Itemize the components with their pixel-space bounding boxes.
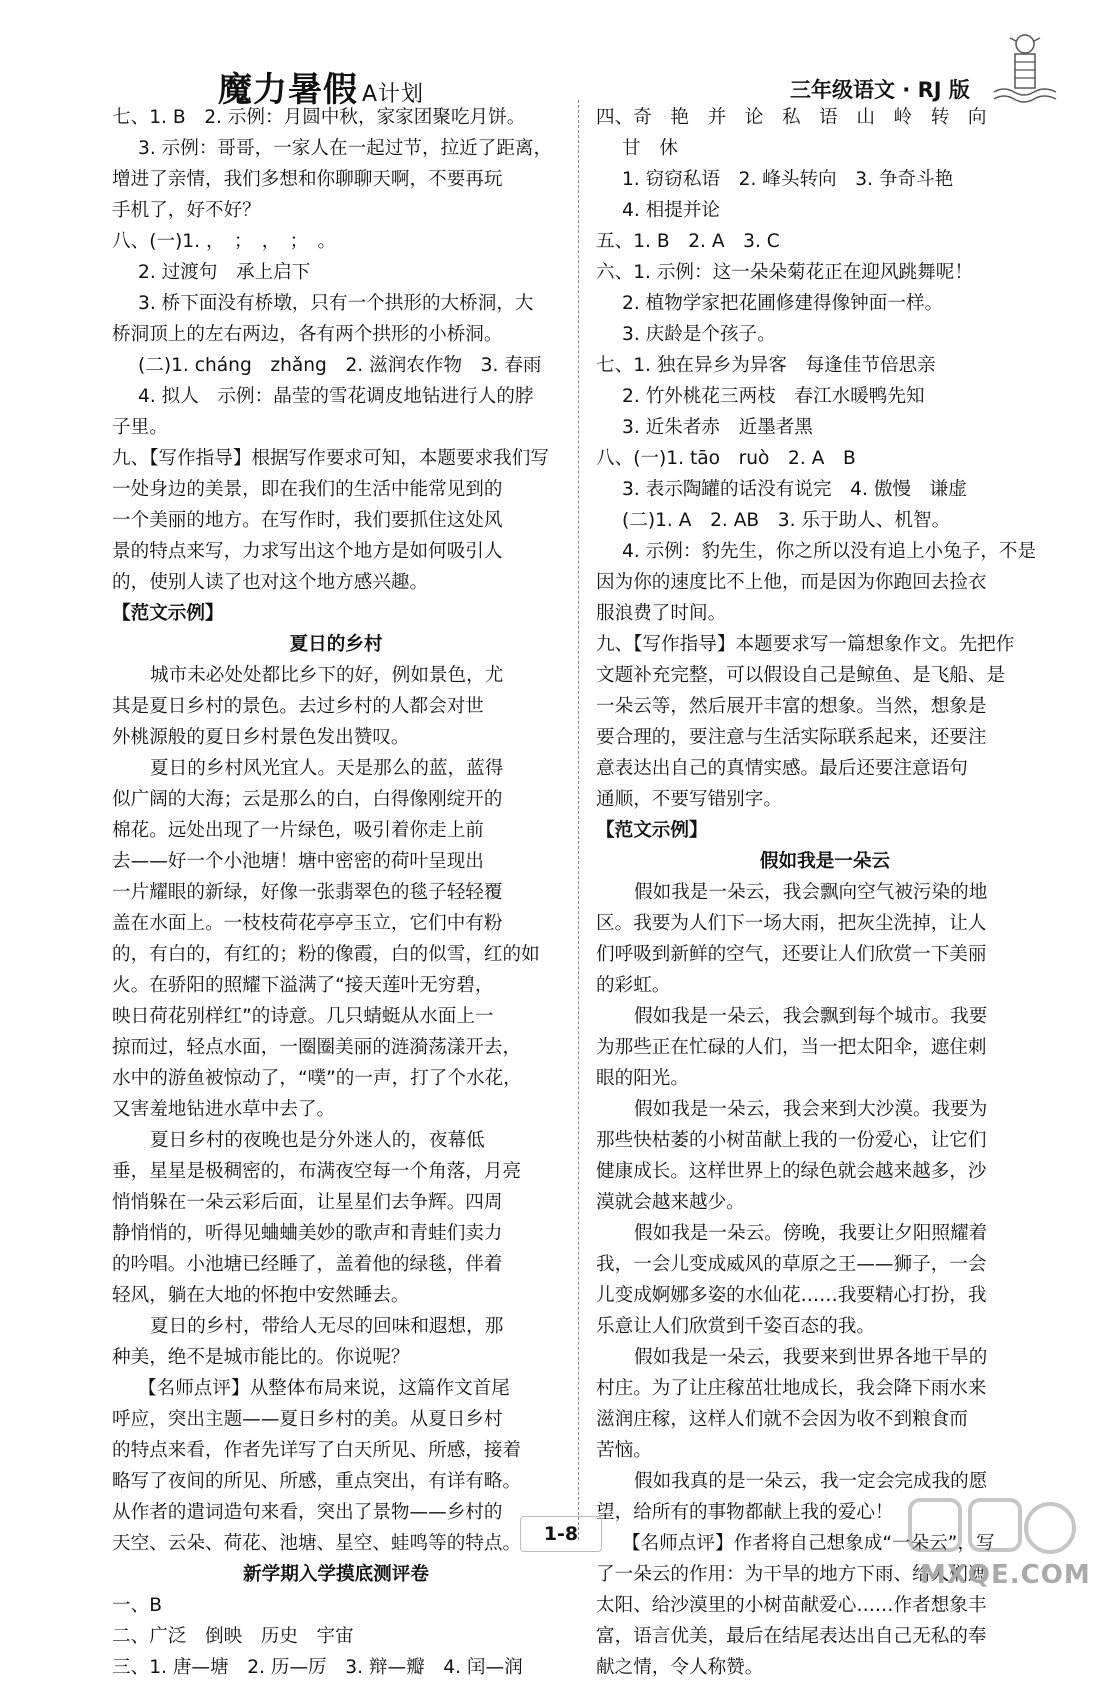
text-line: 呼应，突出主题——夏日乡村的美。从夏日乡村 <box>112 1409 503 1430</box>
text-line: 轻风，躺在大地的怀抱中安然睡去。 <box>112 1285 410 1306</box>
text-line: 六、1. 示例：这一朵朵菊花正在迎风跳舞呢！ <box>596 262 973 283</box>
text-line: 那些快枯萎的小树苗献上我的一份爱心，让它们 <box>596 1130 987 1151</box>
text-line: 献之情，令人称赞。 <box>596 1657 764 1678</box>
section-title: 假如我是一朵云 <box>759 851 891 872</box>
text-line: 区。我要为人们下一场大雨，把灰尘洗掉，让人 <box>596 913 987 934</box>
text-line: 4. 示例：豹先生，你之所以没有追上小兔子，不是 <box>622 541 1037 562</box>
text-line: 通顺，不要写错别字。 <box>596 789 782 810</box>
text-line: 去——好一个小池塘！塘中密密的荷叶呈现出 <box>112 851 484 872</box>
page-number: 1-8 <box>520 1516 602 1552</box>
text-line: 3. 表示陶罐的话没有说完 4. 傲慢 谦虚 <box>622 479 967 500</box>
text-line: 一朵云等，然后展开丰富的想象。当然，想象是 <box>596 696 987 717</box>
text-line: 【名师点评】作者将自己想象成“一朵云”，写 <box>622 1533 995 1554</box>
section-title: 夏日的乡村 <box>289 634 383 655</box>
text-line: 一个美丽的地方。在写作时，我们要抓住这处风 <box>112 510 503 531</box>
text-line: 四、奇 艳 并 论 私 语 山 岭 转 向 <box>596 107 987 128</box>
text-line: 七、1. 独在异乡为异客 每逢佳节倍思亲 <box>596 355 936 376</box>
text-line: 4. 拟人 示例：晶莹的雪花调皮地钻进行人的脖 <box>138 386 534 407</box>
text-line: 似广阔的大海；云是那么的白，白得像刚绽开的 <box>112 789 503 810</box>
text-line: 意表达出自己的真情实感。最后还要注意语句 <box>596 758 968 779</box>
text-line: 3. 近朱者赤 近墨者黑 <box>622 417 813 438</box>
text-line: 假如我是一朵云，我会飘到每个城市。我要 <box>634 1006 988 1027</box>
text-line: 棉花。远处出现了一片绿色，吸引着你走上前 <box>112 820 484 841</box>
text-line: 滋润庄稼，这样人们就不会因为收不到粮食而 <box>596 1409 968 1430</box>
text-line: (二)1. A 2. AB 3. 乐于助人、机智。 <box>622 510 951 531</box>
text-line: 2. 竹外桃花三两枝 春江水暖鸭先知 <box>622 386 925 407</box>
text-line: 九、【写作指导】本题要求写一篇想象作文。先把作 <box>596 634 1015 655</box>
text-line: 一、B <box>112 1595 162 1616</box>
text-line: 假如我真的是一朵云，我一定会完成我的愿 <box>634 1471 988 1492</box>
text-line: 七、1. B 2. 示例：月圆中秋，家家团聚吃月饼。 <box>112 107 526 128</box>
text-line: 水中的游鱼被惊动了，“噗”的一声，打了个水花， <box>112 1068 522 1089</box>
text-line: 景的特点来写，力求写出这个地方是如何吸引人 <box>112 541 503 562</box>
text-line: 健康成长。这样世界上的绿色就会越来越多，沙 <box>596 1161 987 1182</box>
text-line: 苦恼。 <box>596 1440 652 1461</box>
text-line: 子里。 <box>112 417 168 438</box>
text-line: 因为你的速度比不上他，而是因为你跑回去捡衣 <box>596 572 987 593</box>
text-line: 的彩虹。 <box>596 975 671 996</box>
page-header <box>0 0 1094 110</box>
text-line: 的特点来看，作者先详写了白天所见、所感，接着 <box>112 1440 522 1461</box>
text-line: 手机了，好不好？ <box>112 200 261 221</box>
text-line: 城市未必处处都比乡下的好，例如景色，尤 <box>150 665 504 686</box>
right-column <box>596 102 1054 1683</box>
text-line: 甘 休 <box>622 138 678 159</box>
section-title: 新学期入学摸底测评卷 <box>243 1564 429 1585</box>
text-line: 望，给所有的事物都献上我的爱心！ <box>596 1502 894 1523</box>
text-line: 假如我是一朵云，我会飘向空气被污染的地 <box>634 882 988 903</box>
text-line: 火。在骄阳的照耀下溢满了“接天莲叶无穷碧， <box>112 975 494 996</box>
text-line: 假如我是一朵云，我要来到世界各地干旱的 <box>634 1347 988 1368</box>
text-line: 要合理的，要注意与生活实际联系起来，还要注 <box>596 727 987 748</box>
text-line: 儿变成婀娜多姿的水仙花……我要精心打扮，我 <box>596 1285 987 1306</box>
text-line: 眼的阳光。 <box>596 1068 689 1089</box>
text-line: 其是夏日乡村的景色。去过乡村的人都会对世 <box>112 696 484 717</box>
text-line: 2. 植物学家把花圃修建得像钟面一样。 <box>622 293 944 314</box>
text-line: 夏日的乡村风光宜人。天是那么的蓝，蓝得 <box>150 758 504 779</box>
text-line: 我，一会儿变成威风的草原之王——狮子，一会 <box>596 1254 987 1275</box>
text-line: 【名师点评】从整体布局来说，这篇作文首尾 <box>138 1378 510 1399</box>
text-line: 五、1. B 2. A 3. C <box>596 231 780 252</box>
text-line: 静悄悄的，听得见蛐蛐美妙的歌声和青蛙们卖力 <box>112 1223 503 1244</box>
text-line: 略写了夜间的所见、所感，重点突出，有详有略。 <box>112 1471 522 1492</box>
text-line: 悄悄躲在一朵云彩后面，让星星们去争辉。四周 <box>112 1192 503 1213</box>
text-line: 为那些正在忙碌的人们，当一把太阳伞，遮住刺 <box>596 1037 987 1058</box>
text-line: 三、1. 唐—塘 2. 历—厉 3. 辩—瓣 4. 闰—润 <box>112 1657 523 1678</box>
text-line: 九、【写作指导】根据写作要求可知，本题要求我们写 <box>112 448 549 469</box>
text-line: 夏日乡村的夜晚也是分外迷人的，夜幕低 <box>150 1130 485 1151</box>
text-line: 太阳、给沙漠里的小树苗献爱心……作者想象丰 <box>596 1595 987 1616</box>
text-line: 3. 示例：哥哥，一家人在一起过节，拉近了距离， <box>138 138 553 159</box>
text-line: 二、广泛 倒映 历史 宇宙 <box>112 1626 354 1647</box>
text-line: 【范文示例】 <box>596 820 708 841</box>
text-line: 八、(一)1. ， ； ， ； 。 <box>112 231 337 252</box>
brand-subtitle: A计划 <box>362 82 425 107</box>
text-line: 漠就会越来越少。 <box>596 1192 745 1213</box>
grade-label: 三年级语文 · RJ 版 <box>790 78 970 102</box>
text-line: 假如我是一朵云。傍晚，我要让夕阳照耀着 <box>634 1223 988 1244</box>
text-line: 假如我是一朵云，我会来到大沙漠。我要为 <box>634 1099 988 1120</box>
text-line: 的，使别人读了也对这个地方感兴趣。 <box>112 572 429 593</box>
text-line: 富，语言优美，最后在结尾表达出自己无私的奉 <box>596 1626 987 1647</box>
left-column <box>112 102 560 1683</box>
text-line: 桥洞顶上的左右两边，各有两个拱形的小桥洞。 <box>112 324 503 345</box>
text-line: 增进了亲情，我们多想和你聊聊天啊，不要再玩 <box>112 169 503 190</box>
text-line: 2. 过渡句 承上启下 <box>138 262 311 283</box>
text-line: (二)1. cháng zhǎng 2. 滋润农作物 3. 春雨 <box>138 355 542 376</box>
text-line: 八、(一)1. tāo ruò 2. A B <box>596 448 856 469</box>
text-line: 掠而过，轻点水面，一圈圈美丽的涟漪荡漾开去， <box>112 1037 522 1058</box>
text-line: 3. 桥下面没有桥墩，只有一个拱形的大桥洞，大 <box>138 293 534 314</box>
text-line: 映日荷花别样红”的诗意。几只蜻蜓从水面上一 <box>112 1006 494 1027</box>
text-line: 又害羞地钻进水草中去了。 <box>112 1099 336 1120</box>
text-line: 外桃源般的夏日乡村景色发出赞叹。 <box>112 727 410 748</box>
column-divider <box>578 100 580 1540</box>
text-line: 一处身边的美景，即在我们的生活中能常见到的 <box>112 479 503 500</box>
text-line: 4. 相提并论 <box>622 200 721 221</box>
text-line: 服浪费了时间。 <box>596 603 727 624</box>
text-line: 【范文示例】 <box>112 603 224 624</box>
text-line: 种美，绝不是城市能比的。你说呢？ <box>112 1347 410 1368</box>
text-line: 盖在水面上。一枝枝荷花亭亭玉立，它们中有粉 <box>112 913 503 934</box>
text-line: 们呼吸到新鲜的空气，还要让人们欣赏一下美丽 <box>596 944 987 965</box>
text-line: 垂，星星是极稠密的，布满夜空每一个角落，月亮 <box>112 1161 522 1182</box>
text-line: 村庄。为了让庄稼茁壮地成长，我会降下雨水来 <box>596 1378 987 1399</box>
text-line: 了一朵云的作用：为干旱的地方下雨、给人们遮 <box>596 1564 987 1585</box>
text-line: 天空、云朵、荷花、池塘、星空、蛙鸣等的特点。 <box>112 1533 522 1554</box>
text-line: 夏日的乡村，带给人无尽的回味和遐想，那 <box>150 1316 504 1337</box>
text-line: 1. 窃窃私语 2. 峰头转向 3. 争奇斗艳 <box>622 169 954 190</box>
lighthouse-icon <box>990 32 1060 104</box>
text-line: 文题补充完整，可以假设自己是鲸鱼、是飞船、是 <box>596 665 1006 686</box>
brand-name: 魔力暑假 <box>218 70 358 110</box>
watermark-text: MXQE.COM <box>920 1560 1091 1590</box>
text-line: 的吟唱。小池塘已经睡了，盖着他的绿毯，伴着 <box>112 1254 503 1275</box>
text-line: 3. 庆龄是个孩子。 <box>622 324 776 345</box>
text-line: 从作者的遣词造句来看，突出了景物——乡村的 <box>112 1502 503 1523</box>
text-line: 一片耀眼的新绿，好像一张翡翠色的毯子轻轻覆 <box>112 882 503 903</box>
text-line: 乐意让人们欣赏到千姿百态的我。 <box>596 1316 875 1337</box>
text-line: 的，有白的，有红的；粉的像霞，白的似雪，红的如 <box>112 944 540 965</box>
